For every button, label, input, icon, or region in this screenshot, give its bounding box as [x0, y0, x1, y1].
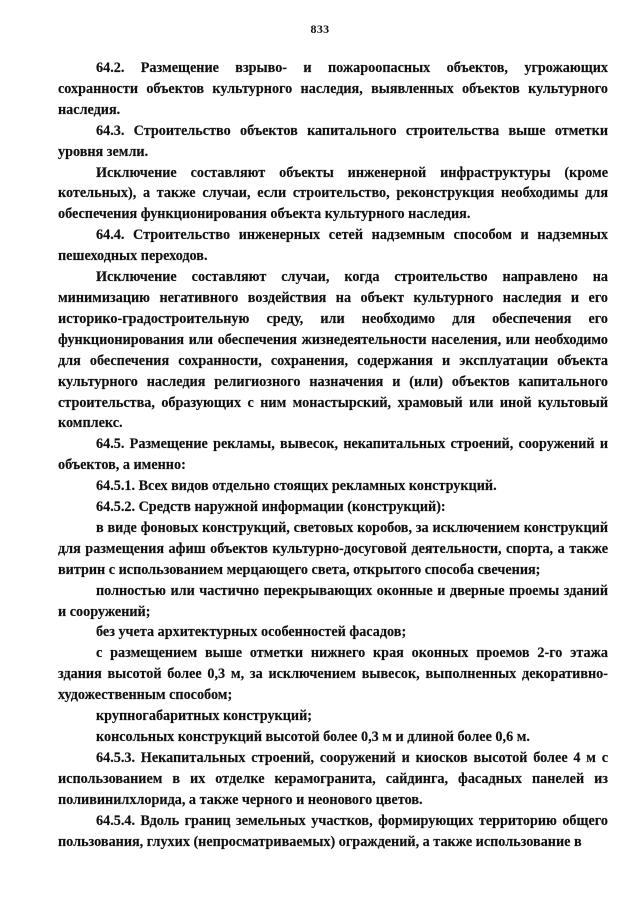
paragraph-64-5-3: 64.5.3. Некапитальных строений, сооружений и киосков высотой более 4 м с использованием в их отделке керамогранита, сайдинга, фасадных панелей из поливинилхлорида, а также черного и неонового цветов.	[58, 749, 608, 808]
paragraph-64-5-2: 64.5.2. Средств наружной информации (конструкций):	[96, 499, 446, 516]
list-item-large-constructions: крупногабаритных конструкций;	[96, 708, 312, 725]
paragraph-64-5-4: 64.5.4. Вдоль границ земельных участков, формирующих территорию общего пользования, глухих (непросматриваемых) ограждений, а также использование в	[58, 812, 608, 850]
list-item-second-floor: с размещением выше отметки нижнего края оконных проемов 2-го этажа здания высотой более 0,3 м, за исключением вывесок, выполненных декоративно-художественным способом;	[58, 645, 608, 704]
document-body	[58, 58, 608, 852]
paragraph-64-5: 64.5. Размещение рекламы, вывесок, некапитальных строений, сооружений и объектов, а именно:	[58, 436, 608, 474]
paragraph-64-3-exception: Исключение составляют объекты инженерной инфраструктуры (кроме котельных), а также случаи, если строительство, реконструкция необходимы для обеспечения функционирования объекта культурного наследия.	[58, 164, 608, 223]
paragraph-64-2: 64.2. Размещение взрыво- и пожароопасных объектов, угрожающих сохранности объектов культурного наследия, выявленных объектов культурного наследия.	[58, 60, 608, 118]
list-item-window-overlap: полностью или частично перекрывающих оконные и дверные проемы зданий и сооружений;	[58, 582, 608, 620]
paragraph-64-3: 64.3. Строительство объектов капитального строительства выше отметки уровня земли.	[58, 122, 608, 160]
page-number: 833	[310, 22, 330, 36]
paragraph-64-5-1: 64.5.1. Всех видов отдельно стоящих рекламных конструкций.	[96, 478, 497, 495]
paragraph-64-4-exception: Исключение составляют случаи, когда строительство направлено на минимизацию негативного воздействия на объект культурного наследия и его историко-градостроительную среду, или необходимо для обеспечения его функционирования или обеспечения жизнедеятельности населения, или необходимо для обеспечения сохранности, сохранения, содержания и эксплуатации объекта культурного наследия религиозного назначения и (или) объектов капитального строительства, образующих с ним монастырский, храмовый или иной культовый комплекс.	[58, 269, 608, 432]
paragraph-64-4: 64.4. Строительство инженерных сетей надземным способом и надземных пешеходных переходов.	[58, 227, 608, 265]
list-item-background-constructions: в виде фоновых конструкций, световых коробов, за исключением конструкций для размещения афиш объектов культурно-досуговой деятельности, спорта, а также витрин с использованием мерцающего света, открытого способа свечения;	[58, 519, 608, 578]
list-item-facade-features: без учета архитектурных особенностей фасадов;	[96, 624, 407, 641]
list-item-console-constructions: консольных конструкций высотой более 0,3 м и длиной более 0,6 м.	[96, 729, 530, 745]
